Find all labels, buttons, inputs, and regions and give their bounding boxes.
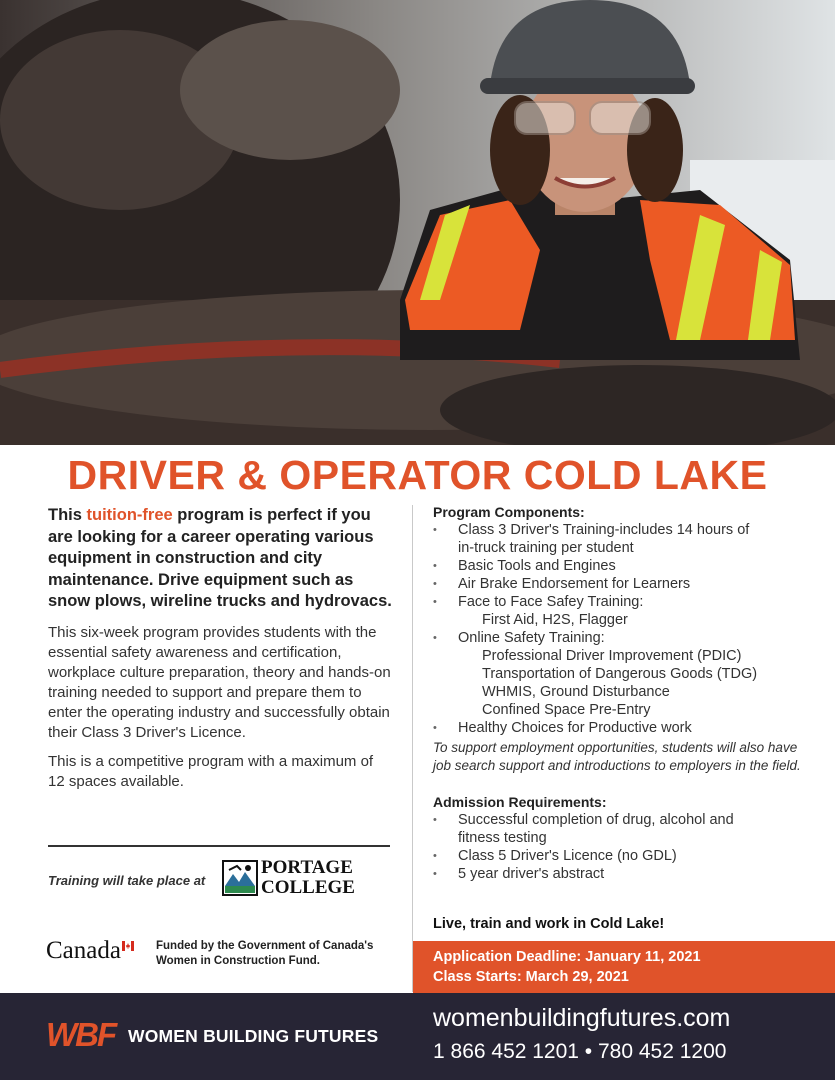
college-name-line1: PORTAGE [261,857,353,878]
tagline: Live, train and work in Cold Lake! [433,916,665,932]
list-item-text: in-truck training per student [458,540,634,556]
list-item [433,521,803,557]
bullet-icon: • [433,722,437,734]
list-item [433,811,803,847]
bullet-icon: • [433,850,437,862]
class-start-date: Class Starts: March 29, 2021 [433,969,629,985]
website-link[interactable]: womenbuildingfutures.com [433,1004,731,1032]
tuition-free-highlight: tuition-free [86,506,173,524]
list-item [433,719,803,737]
bullet-icon: • [433,524,437,536]
funding-note [156,939,373,969]
job-support-note: To support employment opportunities, students will also have job search support and introductions to employers in the field. [433,740,801,773]
training-location-label: Training will take place at [48,873,206,888]
canada-wordmark [46,937,134,965]
hero-photo [0,0,835,445]
sub-item: Transportation of Dangerous Goods (TDG) [482,666,758,682]
funding-line1: Funded by the Government of Canada's [156,940,374,952]
bullet-icon: • [433,632,437,644]
list-item [433,593,803,611]
divider [48,845,390,847]
program-details [433,503,803,883]
admission-heading: Admission Requirements: [433,794,607,810]
column-divider [412,505,413,992]
list-item-text: Class 5 Driver's Licence (no GDL) [458,848,677,864]
college-name-line2: COLLEGE [261,877,355,898]
list-item [433,865,803,883]
list-item [433,557,803,575]
sub-item: Professional Driver Improvement (PDIC) [482,648,742,664]
list-item-text: Healthy Choices for Productive work [458,720,692,736]
list-item [433,629,803,647]
deadline-banner [413,941,835,993]
program-description [48,505,393,801]
portage-college-logo [222,858,355,898]
sub-item: WHMIS, Ground Disturbance [482,684,670,700]
list-item [433,847,803,865]
list-item-text: Air Brake Endorsement for Learners [458,576,691,592]
intro-text-a: This [48,506,87,524]
canada-flag-icon [122,941,134,951]
list-item-text: 5 year driver's abstract [458,866,605,882]
intro-text-b: program is perfect if you are looking for a career operating various equipment in construction and city maintenance. Drive equipment such as snow plows, wireline trucks and hydrovacs. [48,506,392,610]
program-components-list-continued [433,629,803,647]
list-item [433,575,803,593]
capacity-paragraph: This is a competitive program with a maximum of 12 spaces available. [48,752,374,790]
organization-name: WOMEN BUILDING FUTURES [128,1026,379,1046]
program-components-heading: Program Components: [433,504,585,520]
program-components-list [433,521,803,611]
program-overview-paragraph: This six-week program provides students with the essential safety awareness and certification, workplace culture preparation, theory and hands-on training needed to support and prepare them to enter the operating industry and successfully obtain their Class 3 Driver's Licence. [48,623,391,741]
sub-item: First Aid, H2S, Flagger [482,612,628,628]
bullet-icon: • [433,596,437,608]
bullet-icon: • [433,560,437,572]
page-title: DRIVER & OPERATOR COLD LAKE [67,452,768,498]
program-components-list-end [433,719,803,737]
bullet-icon: • [433,578,437,590]
list-item-text: Basic Tools and Engines [458,558,616,574]
phone-numbers: 1 866 452 1201 • 780 452 1200 [433,1040,727,1063]
portage-logo-icon [222,860,258,896]
list-item-text: Face to Face Safey Training: [458,594,644,610]
admission-list [433,811,803,883]
wbf-logo: WBF [46,1016,116,1053]
admission-requirements [433,793,803,883]
intro-paragraph [48,505,393,613]
bullet-icon: • [433,814,437,826]
sub-item: Confined Space Pre-Entry [482,702,651,718]
application-deadline: Application Deadline: January 11, 2021 [433,949,701,965]
list-item-text: fitness testing [458,830,547,846]
list-item-text: Online Safety Training: [458,630,605,646]
list-item-text: Class 3 Driver's Training-includes 14 hours of [458,522,750,538]
list-item-text: Successful completion of drug, alcohol and [458,812,734,828]
funding-line2: Women in Construction Fund. [156,955,320,967]
bullet-icon: • [433,868,437,880]
canada-wordmark-text: Canada [46,937,121,964]
